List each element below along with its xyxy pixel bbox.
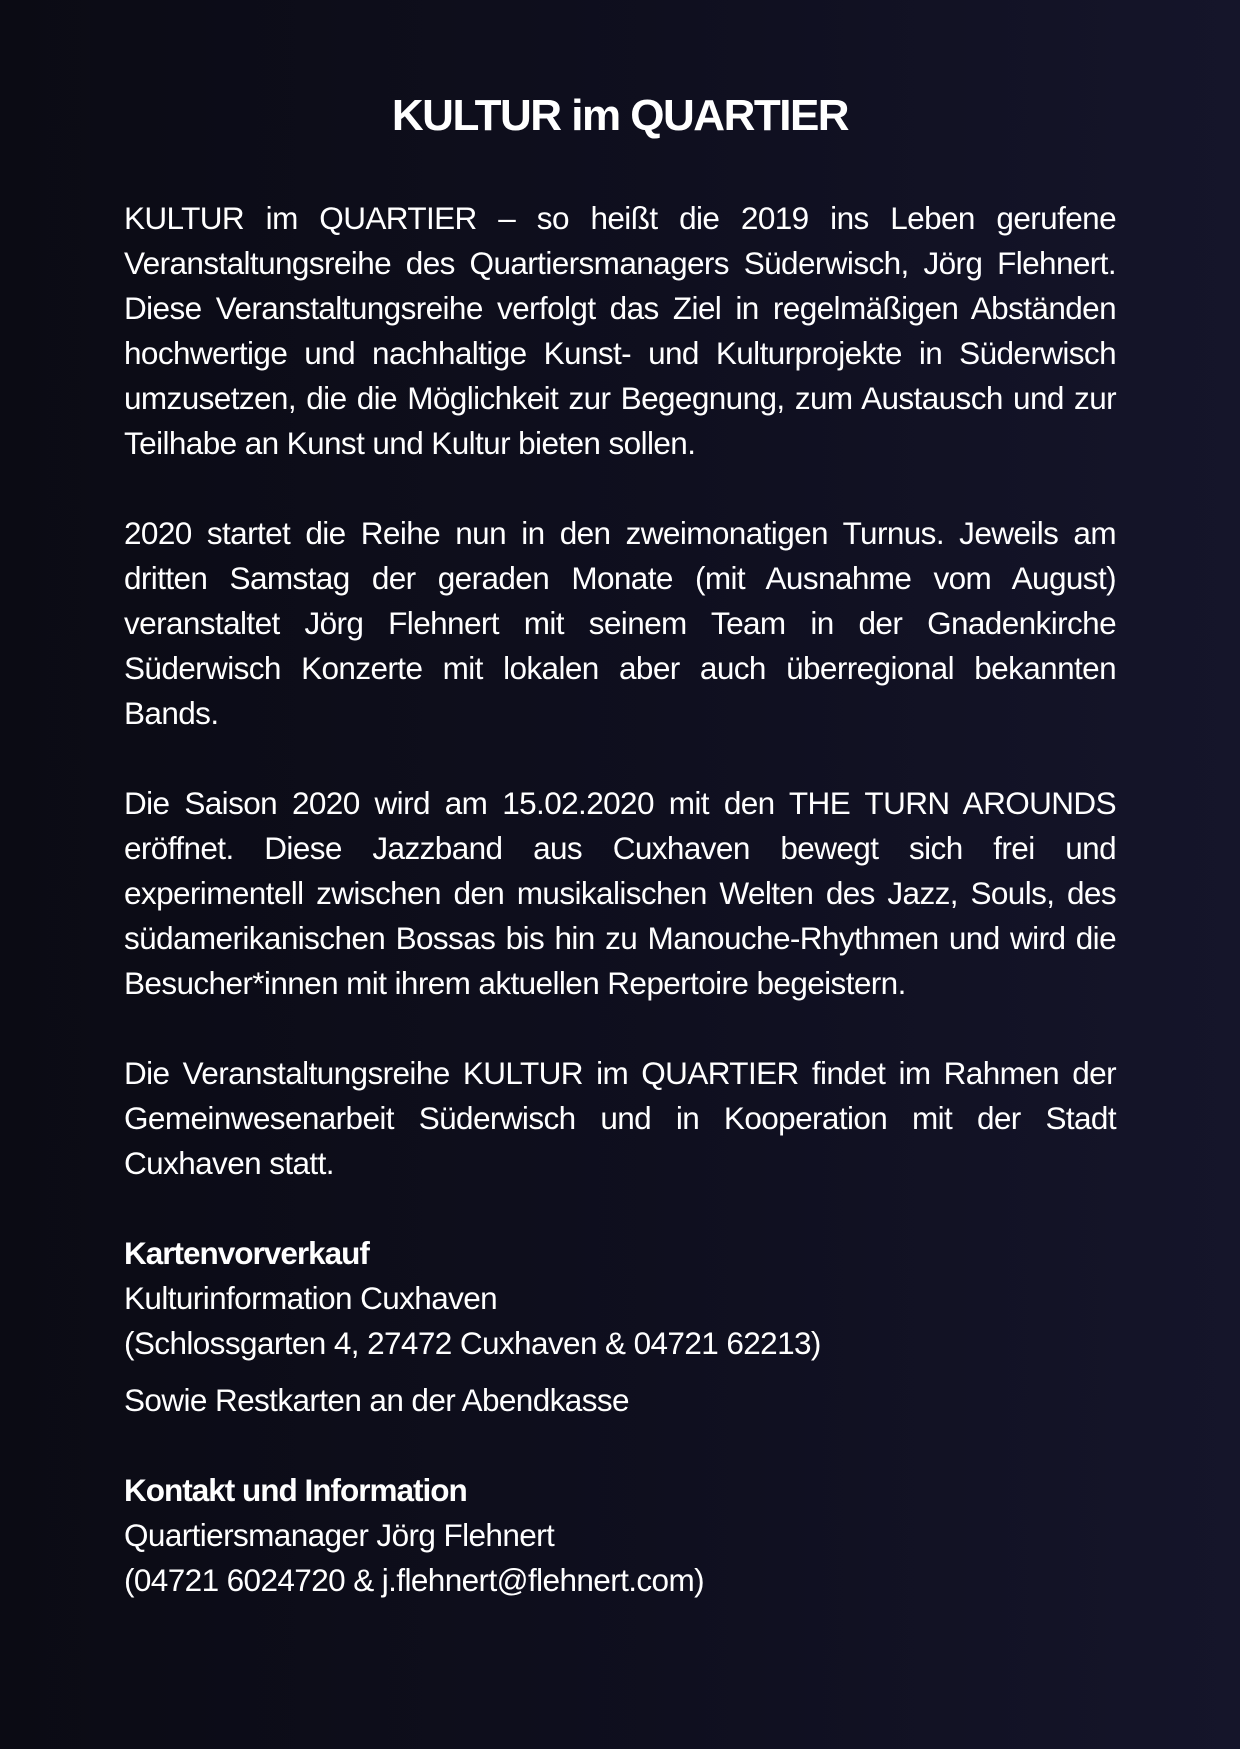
- presale-remaining-tickets: Sowie Restkarten an der Abendkasse: [124, 1382, 629, 1418]
- season-opening-paragraph: Die Saison 2020 wird am 15.02.2020 mit den THE TURN AROUNDS eröffnet. Diese Jazzband aus Cuxhaven bewegt sich frei und experimentell zwischen den musikalischen Welten des Jazz, Souls, des südamerikanischen Bossas bis hin zu Manouche-Rhythmen und wird die Besucher*innen mit ihrem aktuellen Repertoire begeistern.: [124, 785, 1116, 1001]
- schedule-paragraph: 2020 startet die Reihe nun in den zweimonatigen Turnus. Jeweils am dritten Samstag der geraden Monate (mit Ausnahme vom August) veranstaltet Jörg Flehnert mit seinem Team in der Gnadenkirche Süderwisch Konzerte mit lokalen aber auch überregional bekannten Bands.: [124, 515, 1116, 731]
- presale-address: (Schlossgarten 4, 27472 Cuxhaven & 04721 62213): [124, 1325, 821, 1361]
- presale-venue: Kulturinformation Cuxhaven: [124, 1280, 498, 1316]
- contact-details: (04721 6024720 & j.flehnert@flehnert.com): [124, 1562, 704, 1598]
- presale-section: [124, 1231, 1116, 1423]
- intro-paragraph: KULTUR im QUARTIER – so heißt die 2019 ins Leben gerufene Veranstaltungsreihe des Quartiersmanagers Süderwisch, Jörg Flehnert. Diese Veranstaltungsreihe verfolgt das Ziel in regelmäßigen Abständen hochwertige und nachhaltige Kunst- und Kulturprojekte in Süderwisch umzusetzen, die die Möglichkeit zur Begegnung, zum Austausch und zur Teilhabe an Kunst und Kultur bieten sollen.: [124, 200, 1116, 461]
- page-title: KULTUR im QUARTIER: [391, 91, 849, 140]
- presale-heading: Kartenvorverkauf: [124, 1235, 369, 1271]
- contact-section: [124, 1468, 1116, 1603]
- contact-name: Quartiersmanager Jörg Flehnert: [124, 1517, 555, 1553]
- contact-heading: Kontakt und Information: [124, 1472, 467, 1508]
- cooperation-paragraph: Die Veranstaltungsreihe KULTUR im QUARTIER findet im Rahmen der Gemeinwesenarbeit Süderwisch und in Kooperation mit der Stadt Cuxhaven statt.: [124, 1055, 1116, 1181]
